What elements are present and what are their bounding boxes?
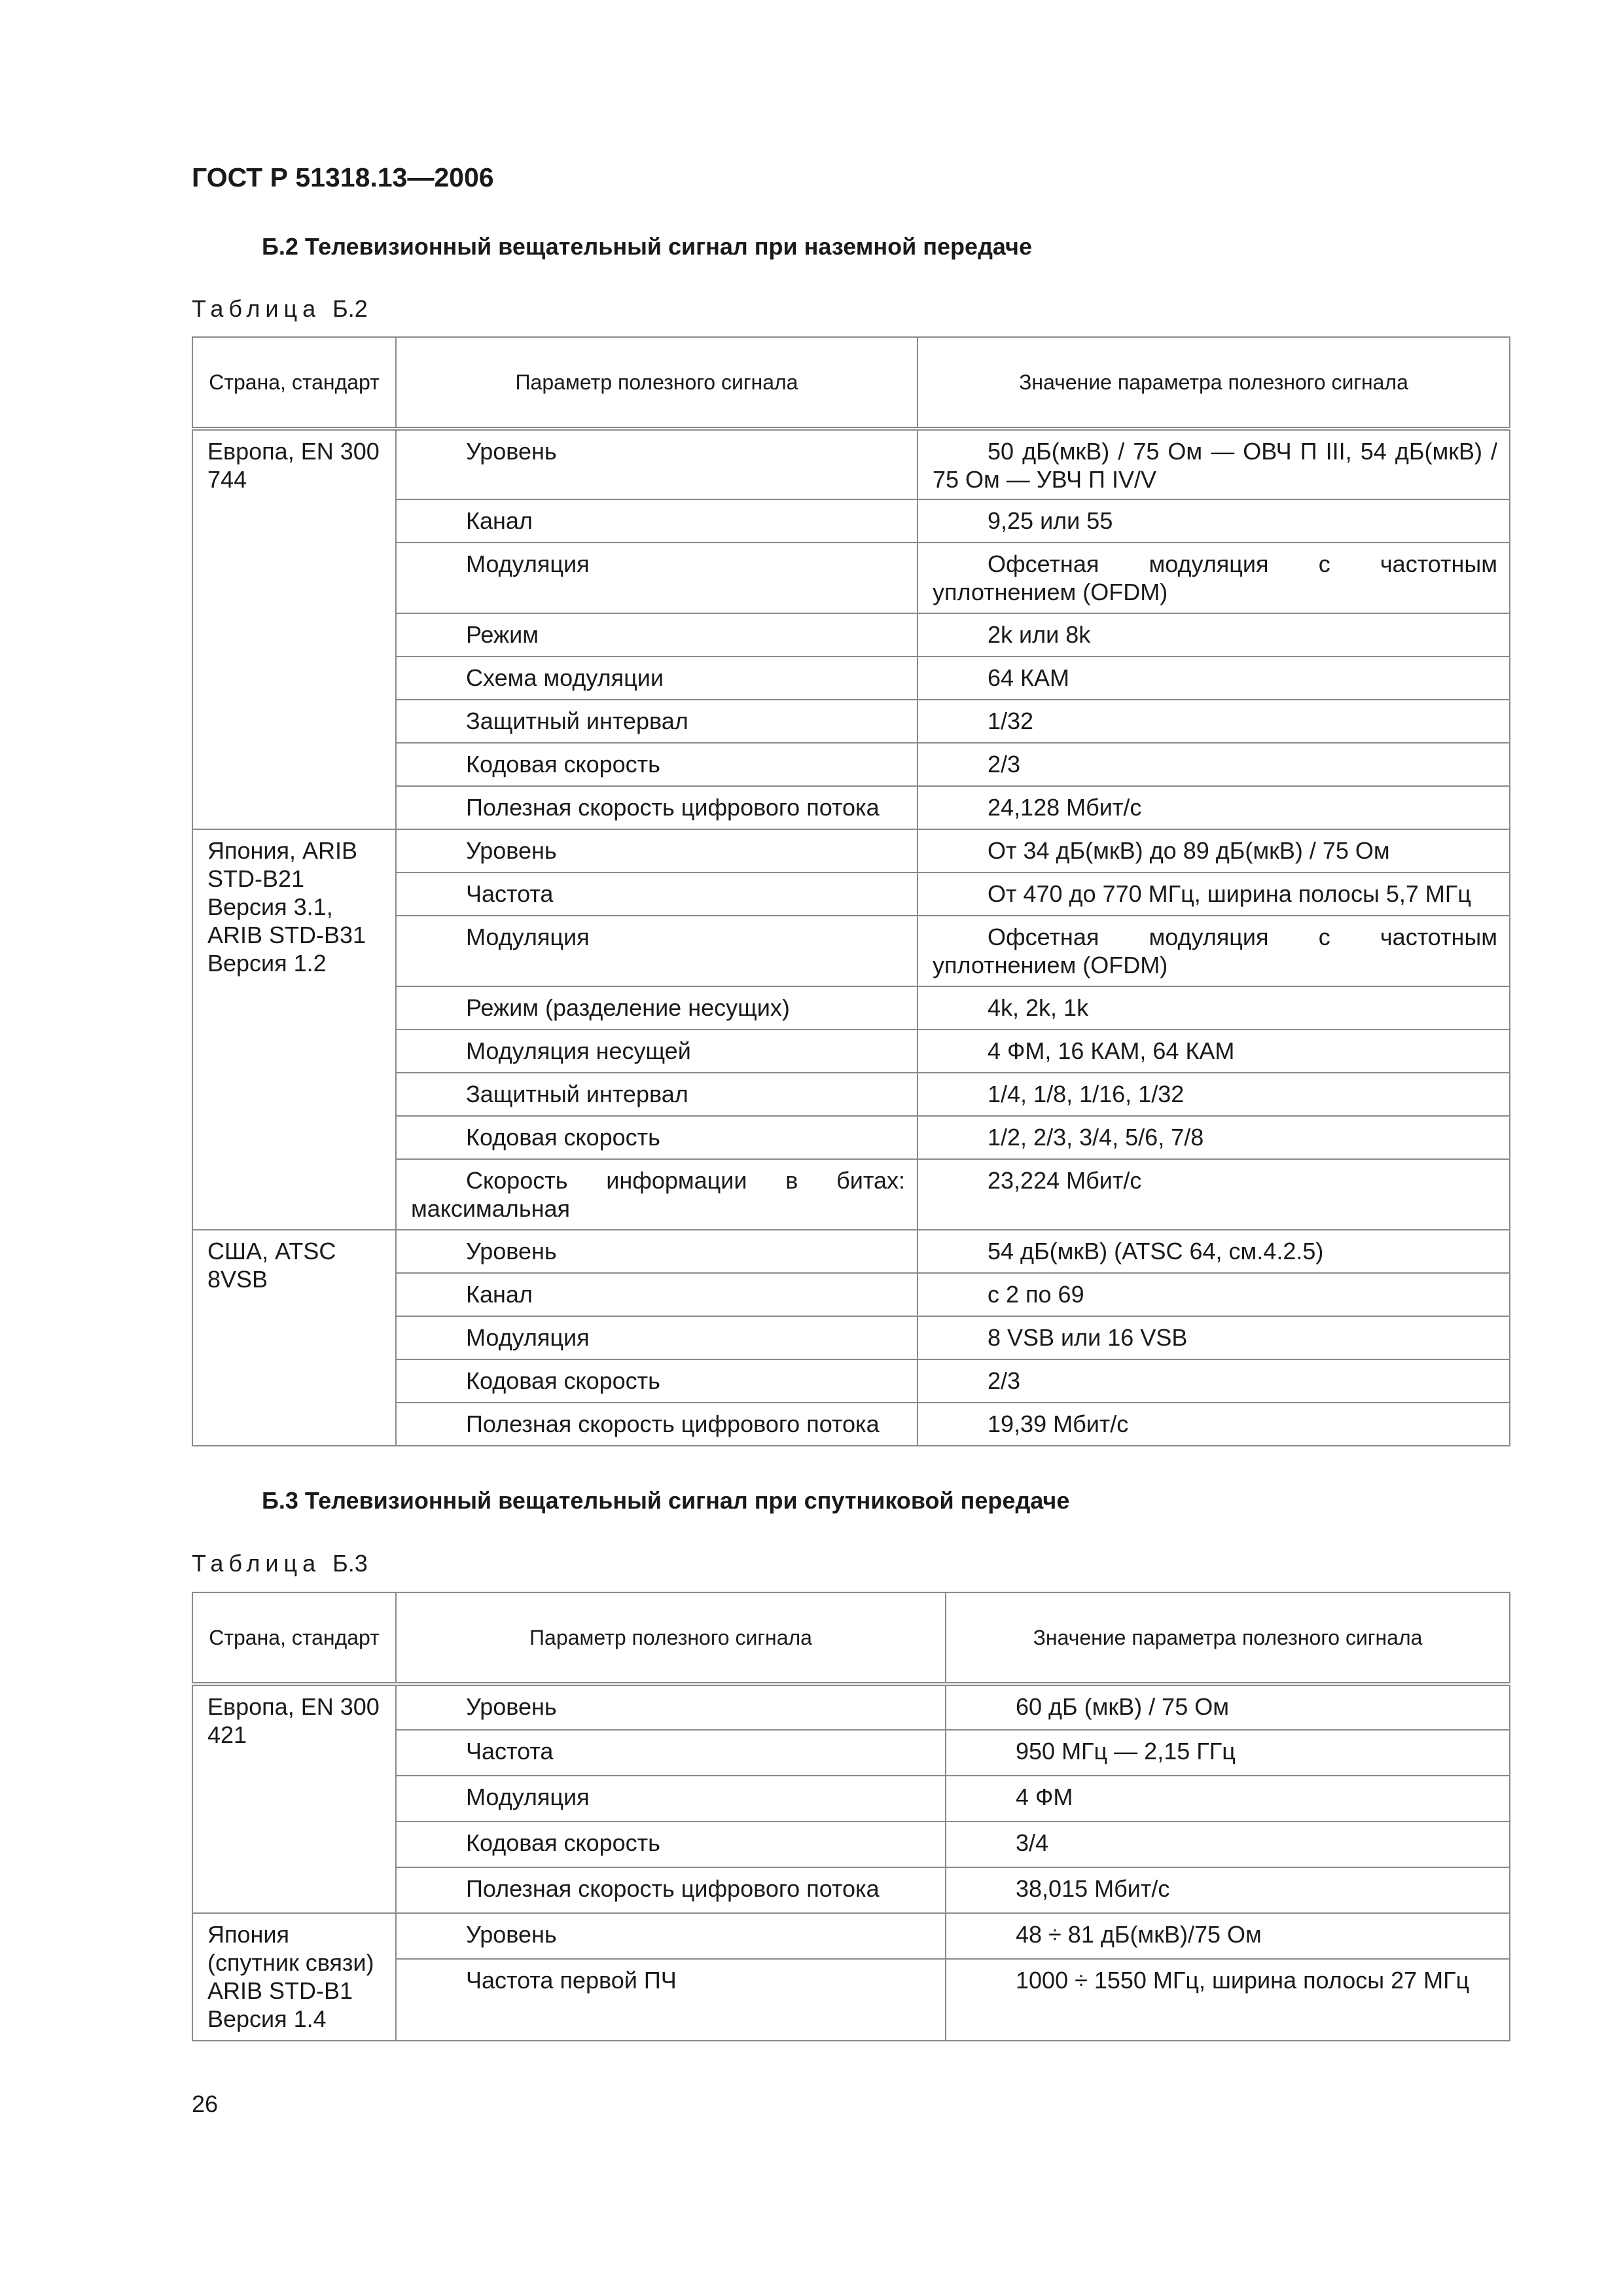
table-row [192,1913,1510,1959]
value-cell: 60 дБ (мкВ) / 75 Ом [946,1684,1510,1730]
column-header-country: Страна, стандарт [192,1592,396,1684]
param-cell: Уровень [396,1913,946,1959]
value-cell: 48 ÷ 81 дБ(мкВ)/75 Ом [946,1913,1510,1959]
table-b2-caption [192,295,368,323]
country-cell: Япония (спутник связи) ARIB STD-B1 Версия 1.4 [192,1913,396,2041]
column-header-value: Значение параметра полезного сигнала [918,337,1510,429]
param-cell: Модуляция [396,1316,918,1359]
value-cell: 50 дБ(мкВ) / 75 Ом — ОВЧ П III, 54 дБ(мкВ) / 75 Ом — УВЧ П IV/V [918,429,1510,499]
value-cell: с 2 по 69 [918,1273,1510,1316]
column-header-value: Значение параметра полезного сигнала [946,1592,1510,1684]
table-b2-header-row [192,337,1510,429]
value-cell: 1/4, 1/8, 1/16, 1/32 [918,1073,1510,1116]
param-cell: Кодовая скорость [396,1821,946,1867]
country-cell: Япония, ARIB STD-B21 Версия 3.1, ARIB STD-B31 Версия 1.2 [192,829,396,1230]
param-cell: Канал [396,1273,918,1316]
table-b3-header-row [192,1592,1510,1684]
param-cell: Кодовая скорость [396,743,918,786]
column-header-country: Страна, стандарт [192,337,396,429]
param-cell: Уровень [396,1684,946,1730]
value-cell: 64 КАМ [918,656,1510,700]
param-cell: Частота [396,1730,946,1776]
value-cell: 24,128 Мбит/с [918,786,1510,829]
value-cell: 3/4 [946,1821,1510,1867]
value-cell: Офсетная модуляция с частотным уплотнением (OFDM) [918,916,1510,986]
param-cell: Полезная скорость цифрового потока [396,1867,946,1913]
value-cell: 1/2, 2/3, 3/4, 5/6, 7/8 [918,1116,1510,1159]
param-cell: Полезная скорость цифрового потока [396,1403,918,1446]
value-cell: 950 МГц — 2,15 ГГц [946,1730,1510,1776]
value-cell: 54 дБ(мкВ) (ATSC 64, см.4.2.5) [918,1230,1510,1273]
table-row [192,1230,1510,1273]
value-cell: 4 ФМ, 16 КАМ, 64 КАМ [918,1030,1510,1073]
param-cell: Уровень [396,429,918,499]
country-cell: Европа, EN 300 421 [192,1684,396,1913]
param-cell: Скорость информации в битах: максимальная [396,1159,918,1230]
param-cell: Схема модуляции [396,656,918,700]
value-cell: 1000 ÷ 1550 МГц, ширина полосы 27 МГц [946,1959,1510,2041]
section-b2-title: Б.2 Телевизионный вещательный сигнал при наземной передаче [262,233,1032,260]
param-cell: Модуляция [396,1776,946,1821]
value-cell: От 34 дБ(мкВ) до 89 дБ(мкВ) / 75 Ом [918,829,1510,872]
country-cell: Европа, EN 300 744 [192,429,396,829]
table-b3-caption-number: Б.3 [332,1550,368,1577]
column-header-parameter: Параметр полезного сигнала [396,337,918,429]
param-cell: Режим (разделение несущих) [396,986,918,1030]
table-b3-caption-word: Таблица [192,1550,321,1577]
param-cell: Модуляция несущей [396,1030,918,1073]
value-cell: 4k, 2k, 1k [918,986,1510,1030]
value-cell: 8 VSB или 16 VSB [918,1316,1510,1359]
column-header-parameter: Параметр полезного сигнала [396,1592,946,1684]
table-row [192,829,1510,872]
value-cell: Офсетная модуляция с частотным уплотнением (OFDM) [918,543,1510,613]
param-cell: Уровень [396,1230,918,1273]
param-cell: Защитный интервал [396,1073,918,1116]
value-cell: 4 ФМ [946,1776,1510,1821]
value-cell: 38,015 Мбит/с [946,1867,1510,1913]
param-cell: Полезная скорость цифрового потока [396,786,918,829]
value-cell: 1/32 [918,700,1510,743]
page-number: 26 [192,2090,219,2117]
param-cell: Частота [396,872,918,916]
param-cell: Уровень [396,829,918,872]
param-cell: Защитный интервал [396,700,918,743]
param-cell: Модуляция [396,916,918,986]
param-cell: Режим [396,613,918,656]
table-row [192,429,1510,499]
value-cell: 2k или 8k [918,613,1510,656]
country-cell: США, ATSC 8VSB [192,1230,396,1446]
param-cell: Кодовая скорость [396,1116,918,1159]
section-b3-title: Б.3 Телевизионный вещательный сигнал при спутниковой передаче [262,1487,1070,1514]
param-cell: Модуляция [396,543,918,613]
table-b2-caption-word: Таблица [192,295,321,322]
table-b2-caption-number: Б.2 [332,295,368,322]
value-cell: 23,224 Мбит/с [918,1159,1510,1230]
value-cell: 2/3 [918,1359,1510,1403]
param-cell: Кодовая скорость [396,1359,918,1403]
table-b3 [192,1592,1510,2041]
value-cell: 2/3 [918,743,1510,786]
document-header: ГОСТ Р 51318.13—2006 [192,162,494,192]
value-cell: 19,39 Мбит/с [918,1403,1510,1446]
value-cell: 9,25 или 55 [918,499,1510,543]
param-cell: Частота первой ПЧ [396,1959,946,2041]
param-cell: Канал [396,499,918,543]
table-b2 [192,336,1510,1446]
table-row [192,1684,1510,1730]
value-cell: От 470 до 770 МГц, ширина полосы 5,7 МГц [918,872,1510,916]
table-b3-caption [192,1550,368,1577]
